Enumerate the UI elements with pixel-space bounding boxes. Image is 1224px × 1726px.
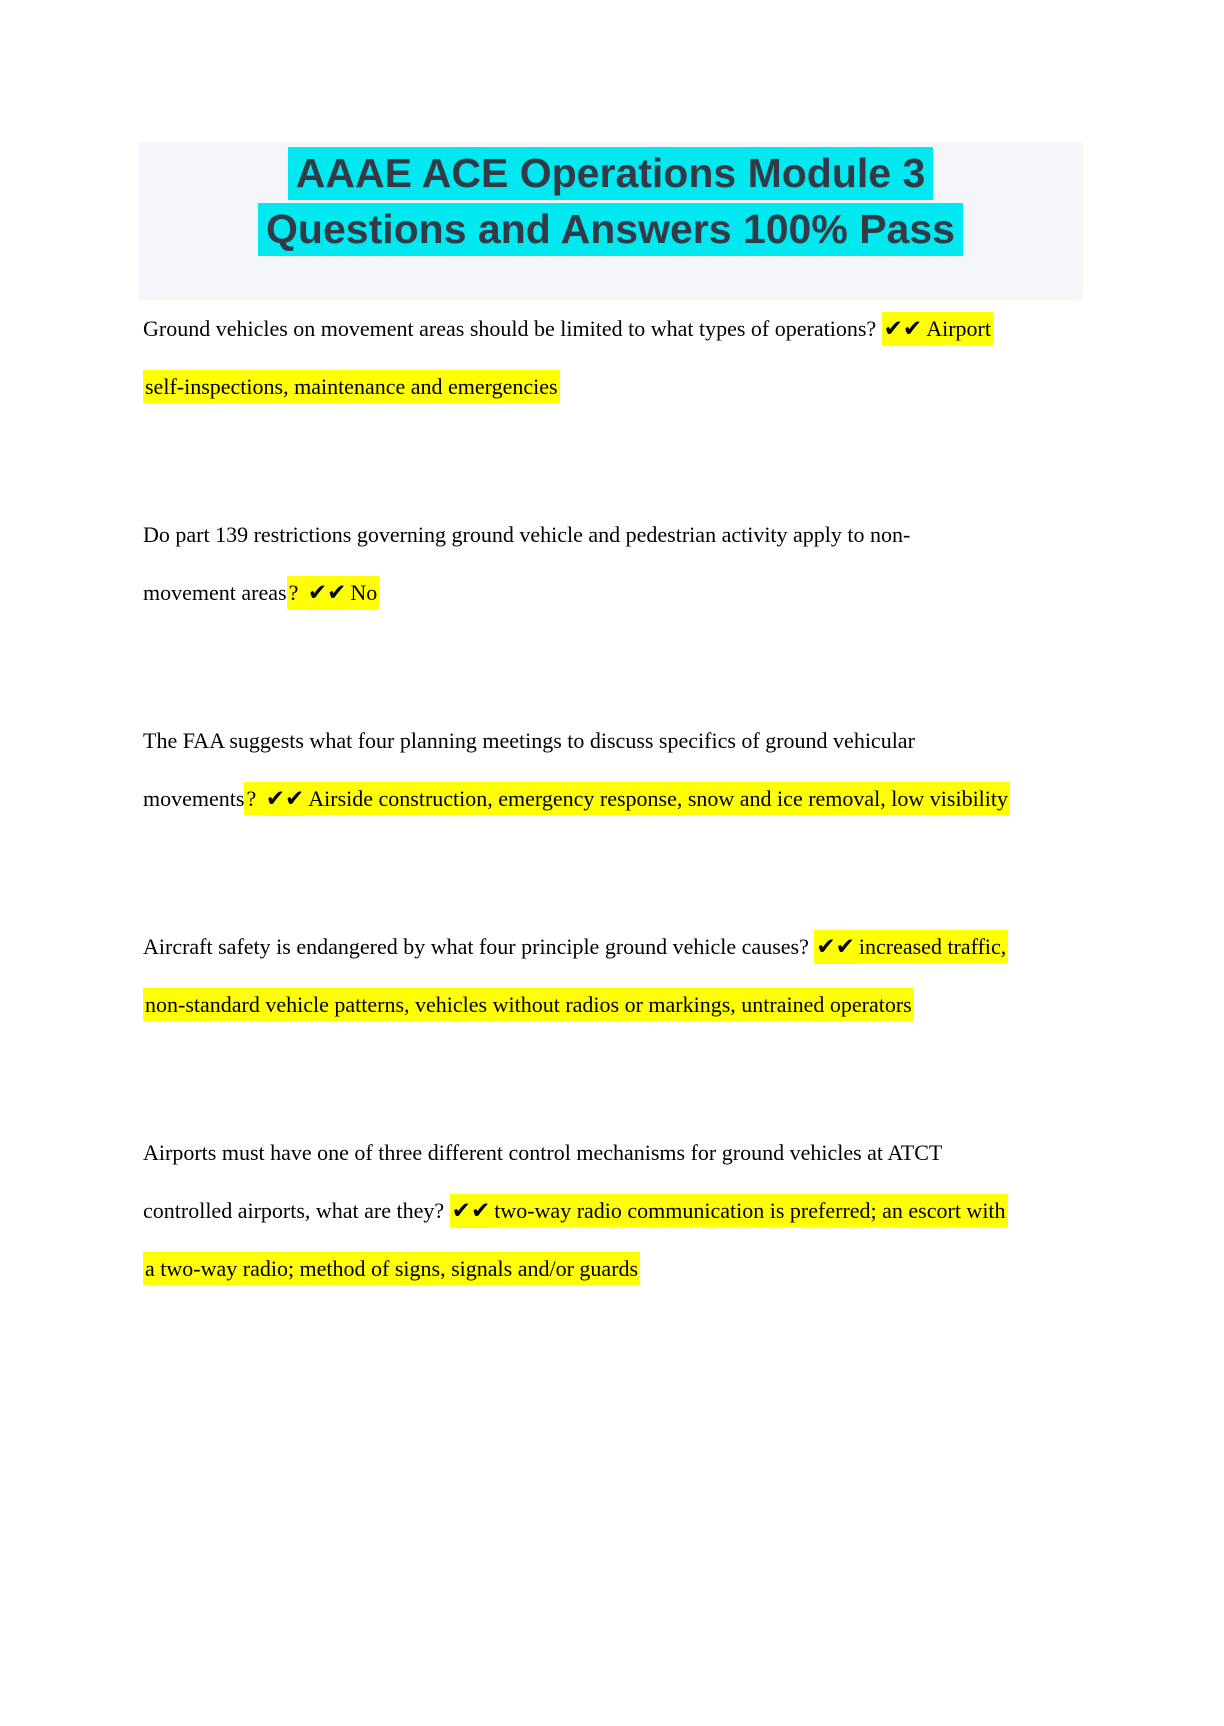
question-text: Do part 139 restrictions governing ground vehicle and pedestrian activity apply to non- [143, 522, 911, 547]
answer-text: ? [287, 576, 306, 609]
answer-text: ? [244, 782, 263, 815]
qa-line [143, 770, 1088, 828]
answer-text: Airside construction, emergency response, snow and ice removal, low visibility [306, 782, 1010, 815]
answer-text: Airport [924, 312, 993, 345]
qa-line [143, 1124, 1088, 1182]
checkmarks-icon: ✔✔ [306, 576, 349, 610]
question-text: Aircraft safety is endangered by what four principle ground vehicle causes? [143, 934, 815, 959]
qa-list [143, 300, 1088, 1298]
qa-item-2 [143, 506, 1088, 622]
qa-line [143, 976, 1088, 1034]
question-text: Ground vehicles on movement areas should be limited to what types of operations? [143, 316, 882, 341]
qa-item-5 [143, 1124, 1088, 1298]
answer-text: increased traffic, [857, 930, 1008, 963]
qa-item-4 [143, 918, 1088, 1034]
qa-line [143, 564, 1088, 622]
qa-line [143, 712, 1088, 770]
page-title-line-1 [138, 145, 1083, 201]
answer-text: No [348, 576, 379, 609]
page-title-line-2 [138, 201, 1083, 257]
checkmarks-icon: ✔✔ [882, 312, 925, 346]
qa-line [143, 506, 1088, 564]
checkmarks-icon: ✔✔ [814, 930, 857, 964]
qa-line [143, 358, 1088, 416]
document-page [0, 142, 1224, 1726]
question-text: controlled airports, what are they? [143, 1198, 450, 1223]
qa-line [143, 1240, 1088, 1298]
answer-text: self-inspections, maintenance and emergencies [143, 370, 560, 403]
title-highlight-1: AAAE ACE Operations Module 3 [288, 147, 934, 200]
answer-text: non-standard vehicle patterns, vehicles without radios or markings, untrained operators [143, 988, 914, 1021]
qa-line [143, 1182, 1088, 1240]
qa-item-1 [143, 300, 1088, 416]
answer-text: two-way radio communication is preferred; an escort with [492, 1194, 1007, 1227]
question-text: movements [143, 786, 245, 811]
qa-line [143, 300, 1088, 358]
question-text: Airports must have one of three different control mechanisms for ground vehicles at ATCT [143, 1140, 943, 1165]
qa-item-3 [143, 712, 1088, 828]
title-highlight-2: Questions and Answers 100% Pass [258, 203, 963, 256]
checkmarks-icon: ✔✔ [264, 782, 307, 816]
qa-line [143, 918, 1088, 976]
question-text: movement areas [143, 580, 287, 605]
checkmarks-icon: ✔✔ [450, 1194, 493, 1228]
header-block [138, 142, 1083, 300]
answer-text: a two-way radio; method of signs, signals and/or guards [143, 1252, 640, 1285]
question-text: The FAA suggests what four planning meetings to discuss specifics of ground vehicular [143, 728, 915, 753]
